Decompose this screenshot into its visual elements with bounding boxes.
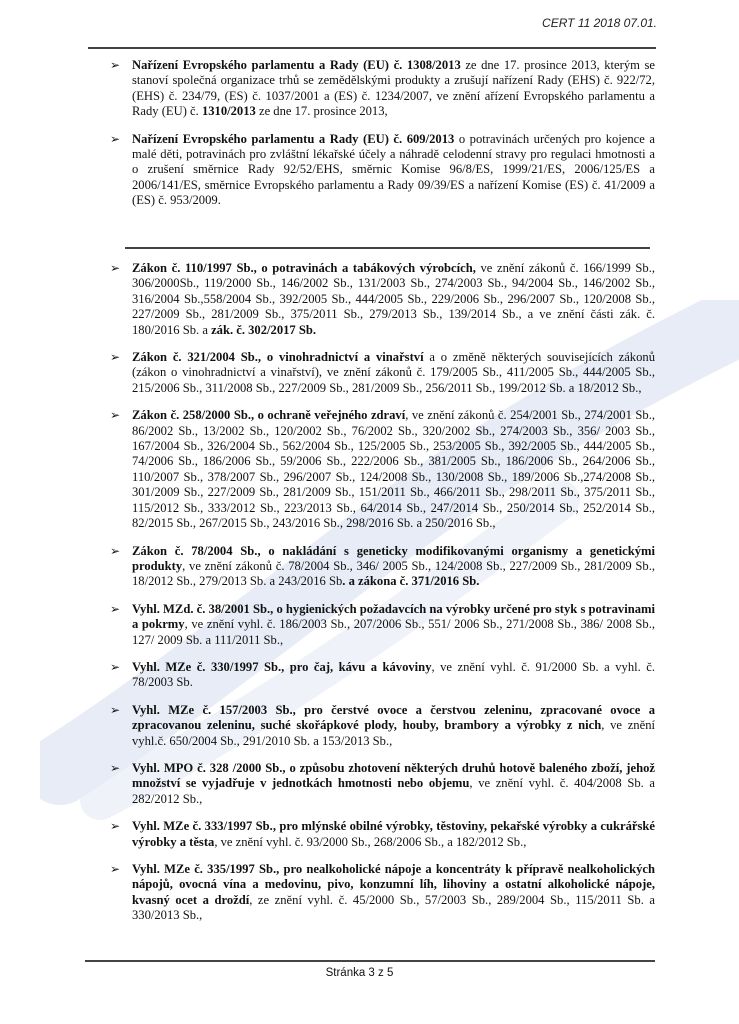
list-item: [110, 350, 655, 396]
page-number: Stránka 3 z 5: [325, 967, 394, 979]
legislation-title: Vyhl. MZe č. 157/2003 Sb., pro čerstvé ovoce a čerstvou zeleninu, zpracované ovoce a zpracovanou zeleninu, suché skořápkové plody, houby, brambory a výrobky z nich: [132, 702, 655, 733]
legislation-amendments: , ve znění zákonů č. 254/2001 Sb., 274/2001 Sb., 86/2002 Sb., 13/2002 Sb., 120/2002 Sb., 76/2002 Sb., 320/2002 Sb., 274/2003 Sb., 356/ 2003 Sb., 167/2004 Sb., 326/2004 Sb., 562/2004 Sb., 125/2005 Sb., 253/2005 Sb., 392/2005 Sb., 444/2005 Sb., 74/2006 Sb., 186/2006 Sb., 59/2006 Sb., 222/2006 Sb., 381/2005 Sb., 186/2006 Sb., 264/2006 Sb., 110/2007 Sb., 378/2007 Sb., 296/2007 Sb., 124/2008 Sb., 130/2008 Sb., 189/2006 Sb.,274/2008 Sb., 301/2009 Sb., 227/2009 Sb., 281/2009 Sb., 151/2011 Sb., 466/2011 Sb., 298/2011 Sb., 375/2011 Sb., 115/2012 Sb., 333/2012 Sb., 223/2013 Sb., 64/2014 Sb., 247/2014 Sb., 250/2014 Sb., 252/2014 Sb., 82/2015 Sb., 267/2015 Sb., 243/2016 Sb., 298/2016 Sb. a 250/2016 Sb.,: [132, 408, 656, 531]
legislation-title: Vyhl. MZd. č. 38/2001 Sb., o hygienických požadavcích na výrobky určené pro styk s potravinami a pokrmy: [132, 601, 655, 632]
arrow-bullet-icon: ➢: [110, 350, 121, 365]
arrow-bullet-icon: ➢: [110, 862, 121, 876]
list-item: [110, 862, 655, 924]
list-item: [110, 703, 655, 749]
list-item: [110, 261, 655, 338]
legislation-bold-reference: zák. č. 302/2017 Sb.: [211, 322, 317, 337]
legislation-title: Nařízení Evropského parlamentu a Rady (EU) č. 1308/2013: [132, 58, 461, 72]
arrow-bullet-icon: ➢: [110, 131, 121, 146]
eu-regulations-list: [110, 58, 655, 221]
legislation-trailing-text: ze dne 17. prosince 2013,: [255, 104, 388, 119]
legislation-amendments: ve znění zákonů č. 166/1999 Sb., 306/2000Sb., 119/2000 Sb., 146/2002 Sb., 131/2003 Sb., 274/2003 Sb., 94/2004 Sb., 146/2002 Sb., 316/2004 Sb.,558/2004 Sb., 392/2005 Sb., 444/2005 Sb., 229/2006 Sb., 296/2007 Sb., 120/2008 Sb., 227/2009 Sb., 281/2009 Sb., 375/2011 Sb., 279/2013 Sb., 139/2014 Sb., a ve znění části zák. č. 180/2016 Sb. a: [132, 261, 655, 337]
list-item: [110, 602, 655, 648]
legislation-title: Zákon č. 321/2004 Sb., o vinohradnictví a vinařství: [132, 350, 424, 365]
legislation-amendments: , ve znění vyhl. č. 186/2003 Sb., 207/2006 Sb., 551/ 2006 Sb., 271/2008 Sb., 386/ 2008 Sb., 127/ 2009 Sb. a 111/2011 Sb.,: [132, 617, 655, 647]
header-divider: [88, 47, 656, 49]
arrow-bullet-icon: ➢: [110, 702, 121, 717]
legislation-amendments: , ve znění zákonů č. 78/2004 Sb., 346/ 2005 Sb., 124/2008 Sb., 227/2009 Sb., 281/2009 Sb., 18/2012 Sb., 279/2013 Sb. a 243/2016 Sb: [132, 558, 655, 589]
legislation-title: Vyhl. MZe č. 333/1997 Sb., pro mlýnské obilné výrobky, těstoviny, pekařské výrobky a cukrářské výrobky a těsta: [132, 819, 655, 849]
arrow-bullet-icon: ➢: [110, 408, 121, 423]
legislation-amendments: o potravinách určených pro kojence a malé děti, potravinách pro zvláštní lékařské účely a náhradě celodenní stravy pro regulaci hmotnosti a o zrušení směrnice Rady 92/52/EHS, směrnic Komise 96/8/ES, 1999/21/ES, 2006/125/ES a 2006/141/ES, směrnice Evropského parlamentu a Rady 09/39/ES a nařízení Komise (ES) č. 41/2009 a (ES) č. 953/2009.: [132, 131, 655, 208]
footer-divider: [85, 960, 655, 962]
legislation-amendments: , ve znění vyhl. č. 91/2000 Sb. a vyhl. č. 78/2003 Sb.: [132, 659, 655, 690]
legislation-amendments: , ze znění vyhl. č. 45/2000 Sb., 57/2003 Sb., 289/2004 Sb., 115/2011 Sb. a 330/2013 Sb.,: [132, 892, 656, 923]
legislation-amendments: , ve znění vyhl. č. 404/2008 Sb. a 282/2012 Sb.,: [132, 776, 655, 806]
section-divider: [125, 247, 650, 249]
legislation-amendments: , ve znění vyhl.č. 650/2004 Sb., 291/2010 Sb. a 153/2013 Sb.,: [132, 718, 655, 748]
legislation-title: Vyhl. MZe č. 330/1997 Sb., pro čaj, kávu a kávoviny: [132, 659, 432, 674]
legislation-title: Vyhl. MZe č. 335/1997 Sb., pro nealkoholické nápoje a koncentráty k přípravě nealkoholických nápojů, ovocná vína a medovinu, pivo, konzumní líh, lihoviny a ostatní alkoholické nápoje, kvasný ocet a droždí: [132, 862, 655, 907]
legislation-title: Nařízení Evropského parlamentu a Rady (EU) č. 609/2013: [132, 131, 455, 146]
legislation-amendments: , ve znění vyhl. č. 93/2000 Sb., 268/2006 Sb., a 182/2012 Sb.,: [214, 834, 527, 849]
arrow-bullet-icon: ➢: [110, 601, 121, 616]
legislation-title: Zákon č. 258/2000 Sb., o ochraně veřejného zdraví: [132, 408, 406, 423]
list-item: [110, 544, 655, 590]
page-footer: [0, 967, 739, 979]
list-item: [110, 58, 655, 120]
legislation-title: Zákon č. 110/1997 Sb., o potravinách a tabákových výrobcích,: [132, 261, 476, 275]
document-reference: CERT 11 2018 07.01.: [542, 16, 657, 30]
legislation-amendments: ze dne 17. prosince 2013, kterým se stanoví společná organizace trhů se zemědělskými produkty a zrušují nařízení Rady (EHS) č. 922/72, (EHS) č. 234/79, (ES) č. 1037/2001 a (ES) č. 1234/2007, ve znění ařízení Evropského parlamentu a Rady (EU) č.: [132, 58, 655, 119]
arrow-bullet-icon: ➢: [110, 261, 121, 275]
list-item: [110, 660, 655, 691]
legislation-title: Zákon č. 78/2004 Sb., o nakládání s geneticky modifikovanými organismy a genetickými produkty: [132, 543, 655, 573]
list-item: [110, 761, 655, 807]
national-laws-list: [110, 261, 655, 936]
arrow-bullet-icon: ➢: [110, 543, 121, 558]
list-item: [110, 819, 655, 850]
arrow-bullet-icon: ➢: [110, 58, 121, 72]
arrow-bullet-icon: ➢: [110, 760, 121, 775]
list-item: [110, 132, 655, 209]
arrow-bullet-icon: ➢: [110, 819, 121, 834]
legislation-amendments: a o změně některých souvisejících zákonů (zákon o vinohradnictví a vinařství), ve znění zákonů č. 179/2005 Sb., 411/2005 Sb., 444/2005 Sb., 215/2006 Sb., 311/2008 Sb., 227/2009 Sb., 281/2009 Sb., 256/2011 Sb., 199/2012 Sb. a 18/2012 Sb.,: [132, 350, 655, 395]
legislation-title: Vyhl. MPO č. 328 /2000 Sb., o způsobu zhotovení některých druhů hotově baleného zboží, jehož množství se vyjadřuje v jednotkách hmotnosti nebo objemu: [132, 760, 655, 791]
arrow-bullet-icon: ➢: [110, 659, 121, 674]
legislation-bold-reference: . a zákona č. 371/2016 Sb.: [342, 574, 480, 589]
list-item: [110, 408, 655, 531]
legislation-bold-reference: 1310/2013: [201, 104, 256, 119]
